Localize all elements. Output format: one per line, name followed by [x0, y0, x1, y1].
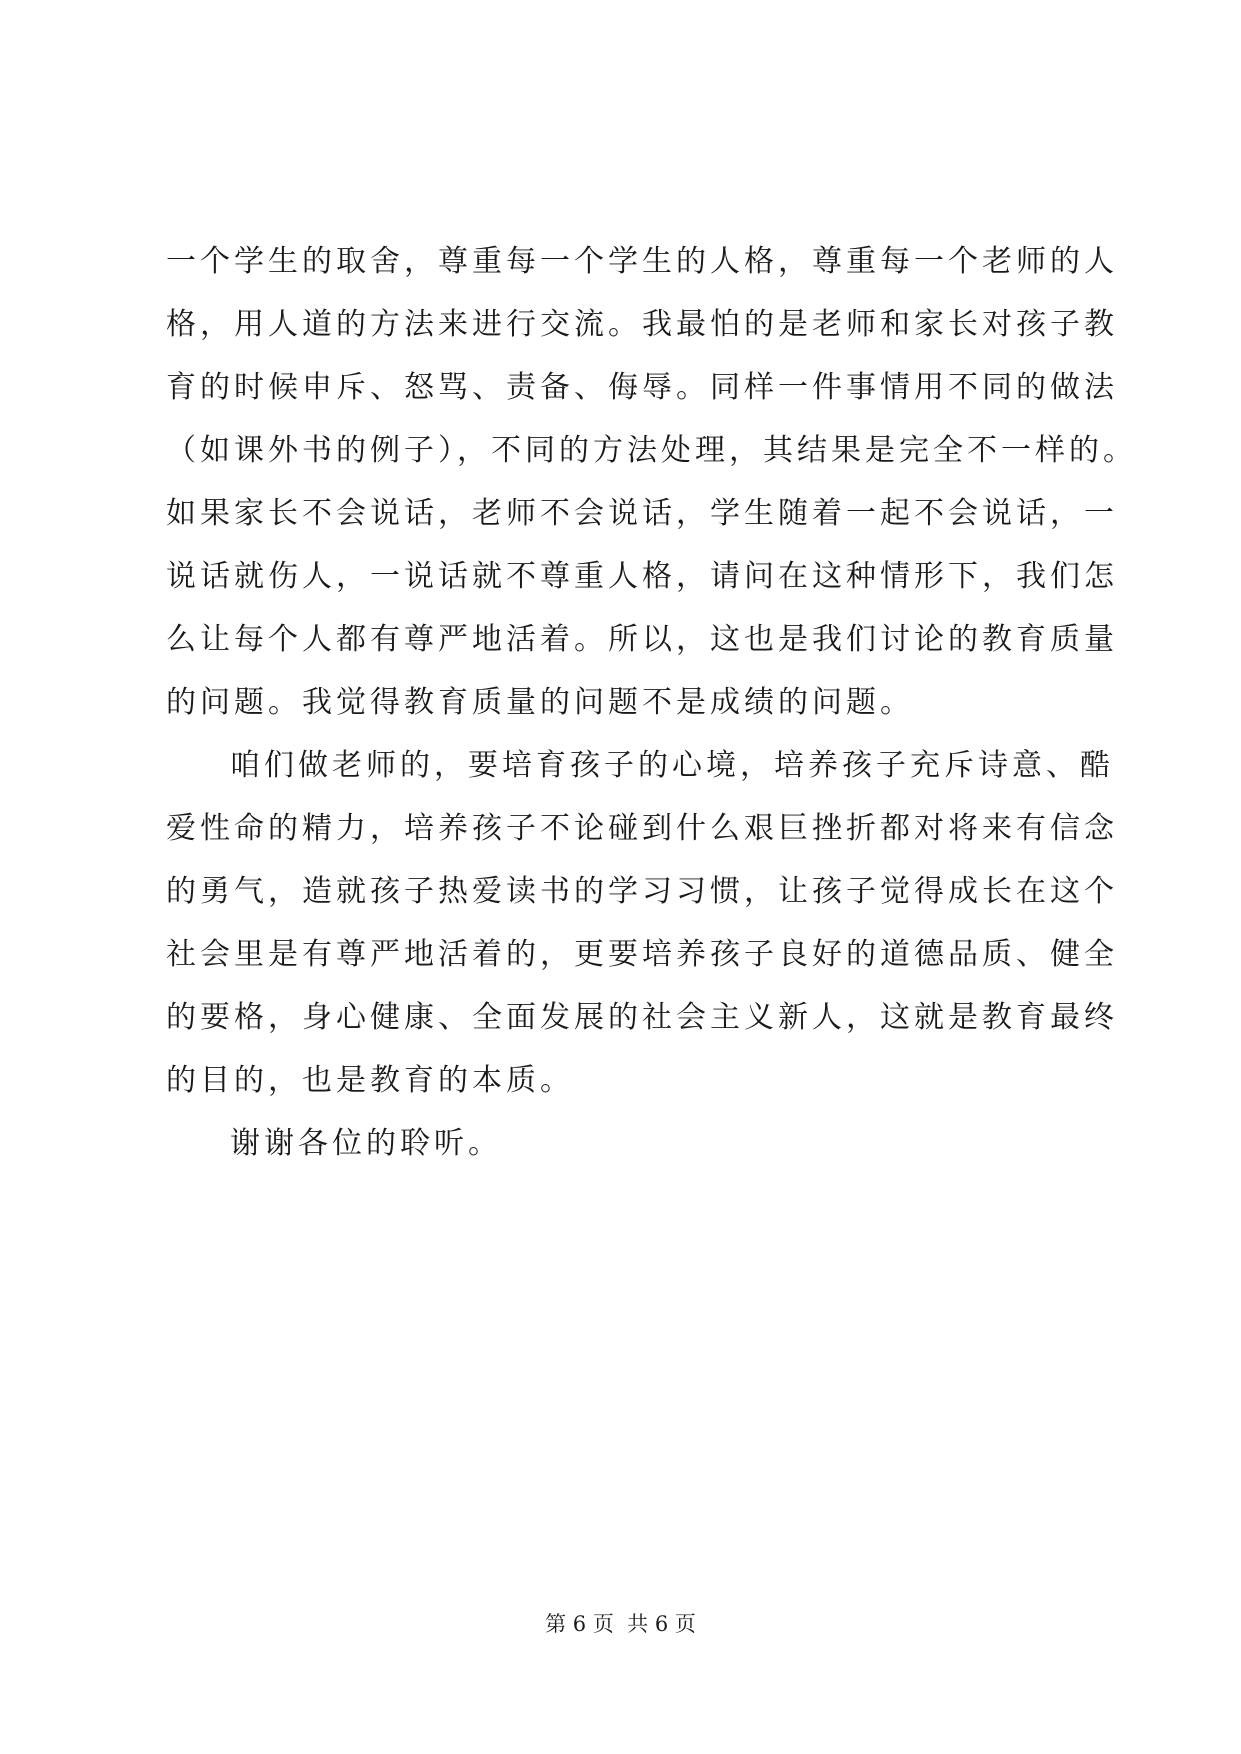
text-line: 育的时候申斥、怒骂、责备、侮辱。同样一件事情用不同的做法: [166, 370, 1118, 405]
text-line: 的目的，也是教育的本质。: [166, 1063, 574, 1098]
text-line: 格，用人道的方法来进行交流。我最怕的是老师和家长对孩子教: [166, 307, 1118, 342]
text-line: 爱性命的精力，培养孩子不论碰到什么艰巨挫折都对将来有信念: [166, 811, 1118, 846]
text-line: 的问题。我觉得教育质量的问题不是成绩的问题。: [166, 685, 914, 720]
text-line: 的勇气，造就孩子热爱读书的学习习惯，让孩子觉得成长在这个: [166, 874, 1118, 909]
text-line: 社会里是有尊严地活着的，更要培养孩子良好的道德品质、健全: [166, 937, 1118, 972]
text-line: 咱们做老师的，要培育孩子的心境，培养孩子充斥诗意、酷: [230, 748, 1114, 783]
text-line: 的要格，身心健康、全面发展的社会主义新人，这就是教育最终: [166, 1000, 1118, 1035]
text-line: 一个学生的取舍，尊重每一个学生的人格，尊重每一个老师的人: [166, 244, 1118, 279]
text-line: 如果家长不会说话，老师不会说话，学生随着一起不会说话，一: [166, 496, 1118, 531]
text-line: 么让每个人都有尊严地活着。所以，这也是我们讨论的教育质量: [166, 622, 1118, 657]
body-text: [166, 230, 1137, 1175]
text-line: 说话就伤人，一说话就不尊重人格，请问在这种情形下，我们怎: [166, 559, 1118, 594]
text-line: 谢谢各位的聆听。: [230, 1126, 502, 1161]
text-line: （如课外书的例子），不同的方法处理，其结果是完全不一样的。: [166, 433, 1137, 468]
page-number-footer: 第 6 页 共 6 页: [545, 1612, 696, 1636]
